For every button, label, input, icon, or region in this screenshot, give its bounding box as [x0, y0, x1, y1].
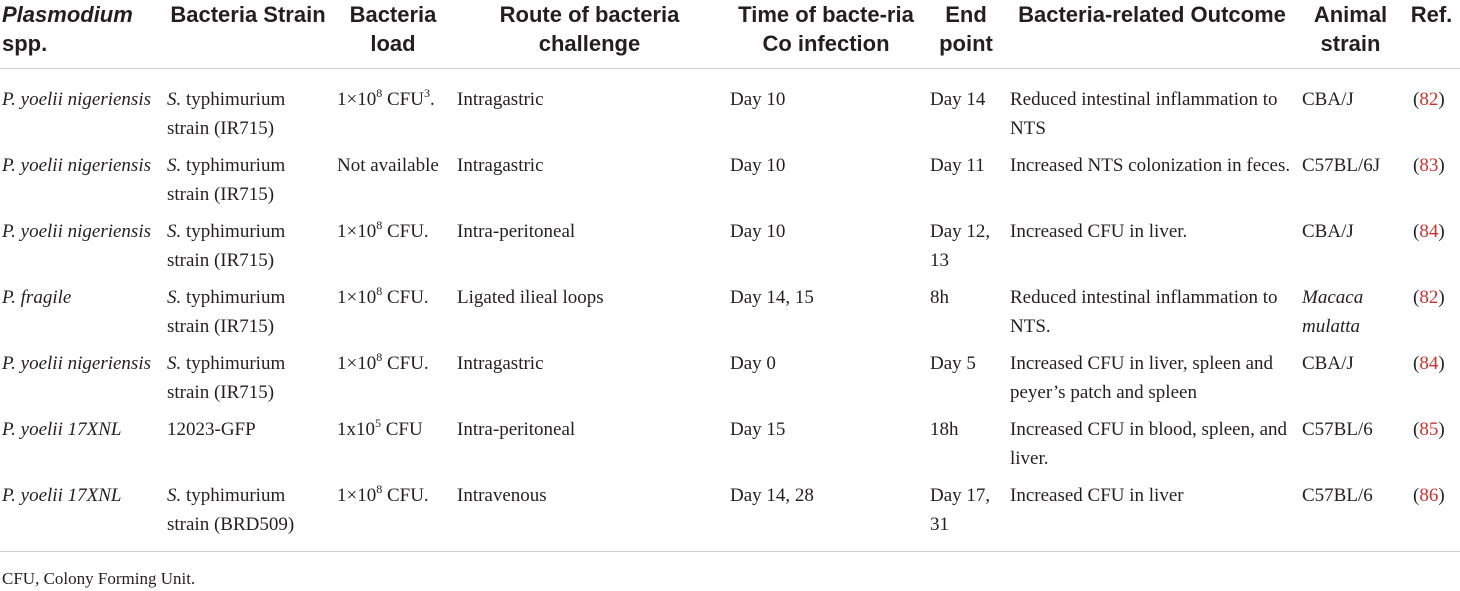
- cell-outcome: Increased CFU in liver: [1010, 485, 1184, 506]
- ref-paren-close: ): [1438, 155, 1445, 176]
- cell-animal: CBA/J: [1302, 353, 1354, 374]
- ref-paren-open: (: [1413, 89, 1420, 110]
- cell-time: Day 15: [730, 419, 786, 440]
- header-species-spp: spp.: [2, 31, 48, 56]
- load-unit-end: .: [429, 89, 435, 110]
- ref-paren-close: ): [1438, 353, 1445, 374]
- cell-endpoint: 8h: [930, 287, 949, 308]
- cell-strain: [163, 69, 333, 152]
- cell-time: Day 10: [730, 155, 786, 176]
- cell-time: Day 10: [730, 221, 786, 242]
- header-outcome: Bacteria-related Outcome: [1018, 2, 1286, 27]
- load-exponent: 8: [376, 284, 383, 298]
- cell-route: Intra-peritoneal: [457, 419, 576, 440]
- strain-rest: typhimurium strain (BRD509): [167, 485, 295, 535]
- ref-paren-open: (: [1413, 353, 1420, 374]
- cell-outcome: Increased NTS colonization in feces.: [1010, 155, 1291, 176]
- header-species: [0, 0, 163, 69]
- cell-time: Day 10: [730, 89, 786, 110]
- load-exponent: 5: [375, 416, 381, 430]
- load-exponent: 8: [376, 350, 383, 364]
- strain-rest: typhimurium strain (IR715): [167, 89, 286, 139]
- header-row: [0, 0, 1460, 69]
- load-unit: CFU.: [386, 287, 429, 308]
- cell-strain: [163, 217, 333, 283]
- strain-prefix: S.: [167, 155, 182, 176]
- cell-outcome: Reduced intestinal inflammation to NTS: [1010, 89, 1278, 139]
- table-row: [0, 69, 1460, 152]
- load-base: 1×10: [337, 485, 377, 506]
- cell-route: Intragastric: [457, 353, 544, 374]
- cell-load: [333, 415, 453, 481]
- ref-link[interactable]: 82: [1419, 287, 1439, 308]
- load-base: 1×10: [337, 221, 377, 242]
- cell-route: Intragastric: [457, 89, 544, 110]
- table-row: [0, 283, 1460, 349]
- ref-link[interactable]: 84: [1419, 221, 1439, 242]
- cell-time: Day 14, 28: [730, 485, 814, 506]
- ref-paren-close: ): [1438, 485, 1445, 506]
- load-base: 1x10: [337, 419, 375, 440]
- header-load: Bacteria load: [349, 2, 437, 56]
- strain-prefix: S.: [167, 89, 182, 110]
- cell-endpoint: 18h: [930, 419, 959, 440]
- table-row: [0, 349, 1460, 415]
- cell-animal: CBA/J: [1302, 221, 1354, 242]
- ref-link[interactable]: 86: [1419, 485, 1439, 506]
- cell-animal: CBA/J: [1302, 89, 1354, 110]
- cell-ref: [1403, 481, 1460, 552]
- cell-time: Day 14, 15: [730, 287, 814, 308]
- strain-rest: typhimurium strain (IR715): [167, 287, 286, 337]
- table-footnote: CFU, Colony Forming Unit.: [2, 569, 196, 588]
- cell-outcome: Reduced intestinal inflammation to NTS.: [1010, 287, 1278, 337]
- cell-load: [333, 481, 453, 552]
- ref-paren-close: ): [1438, 221, 1445, 242]
- cell-species: P. yoelii 17XNL: [2, 485, 122, 506]
- ref-link[interactable]: 83: [1419, 155, 1439, 176]
- ref-paren-open: (: [1413, 221, 1420, 242]
- cell-ref: [1403, 415, 1460, 481]
- strain-rest: typhimurium strain (IR715): [167, 155, 286, 205]
- table-row: [0, 217, 1460, 283]
- cell-ref: [1403, 151, 1460, 217]
- cell-strain: [163, 349, 333, 415]
- strain-prefix: S.: [167, 353, 182, 374]
- cell-species: P. yoelii 17XNL: [2, 419, 122, 440]
- header-endpoint: End point: [939, 2, 993, 56]
- cell-endpoint: Day 12, 13: [930, 221, 991, 271]
- cell-endpoint: Day 5: [930, 353, 976, 374]
- header-ref: Ref.: [1410, 2, 1453, 27]
- table-row: [0, 481, 1460, 552]
- cell-animal: C57BL/6: [1302, 419, 1373, 440]
- ref-paren-open: (: [1413, 287, 1420, 308]
- cell-strain: 12023-GFP: [167, 419, 256, 440]
- load-unit: CFU.: [386, 353, 429, 374]
- cell-ref: [1403, 349, 1460, 415]
- cell-route: Ligated ilieal loops: [457, 287, 604, 308]
- strain-prefix: S.: [167, 485, 182, 506]
- strain-rest: typhimurium strain (IR715): [167, 353, 286, 403]
- cell-species: P. yoelii nigeriensis: [2, 221, 151, 242]
- cell-ref: [1403, 217, 1460, 283]
- cell-strain: [163, 283, 333, 349]
- cell-animal: C57BL/6: [1302, 485, 1373, 506]
- cell-outcome: Increased CFU in liver.: [1010, 221, 1188, 242]
- header-strain: Bacteria Strain: [170, 2, 326, 27]
- strain-prefix: S.: [167, 221, 182, 242]
- strain-rest: typhimurium strain (IR715): [167, 221, 286, 271]
- load-unit: CFU: [386, 89, 424, 110]
- load-base: 1×10: [337, 287, 377, 308]
- cell-ref: [1403, 283, 1460, 349]
- ref-link[interactable]: 85: [1419, 419, 1439, 440]
- cell-outcome: Increased CFU in liver, spleen and peyer’s patch and spleen: [1010, 353, 1274, 403]
- table-row: [0, 415, 1460, 481]
- load-unit: CFU.: [386, 485, 429, 506]
- header-time: Time of bacte-ria Co infection: [738, 2, 914, 56]
- ref-link[interactable]: 84: [1419, 353, 1439, 374]
- cell-species: P. yoelii nigeriensis: [2, 155, 151, 176]
- cell-species: P. yoelii nigeriensis: [2, 353, 151, 374]
- ref-paren-open: (: [1413, 155, 1420, 176]
- cell-load: [333, 349, 453, 415]
- table-row: [0, 151, 1460, 217]
- cell-ref: [1403, 69, 1460, 152]
- load-exponent: 8: [376, 218, 383, 232]
- cell-strain: [163, 481, 333, 552]
- header-animal: Animal strain: [1313, 2, 1388, 56]
- header-route: Route of bacteria challenge: [499, 2, 680, 56]
- strain-prefix: S.: [167, 287, 182, 308]
- cell-endpoint: Day 14: [930, 89, 986, 110]
- load-unit: CFU: [385, 419, 423, 440]
- ref-paren-close: ): [1438, 89, 1445, 110]
- cell-species: P. yoelii nigeriensis: [2, 89, 151, 110]
- load-base: 1×10: [337, 89, 377, 110]
- load-base: 1×10: [337, 353, 377, 374]
- cell-load: Not available: [337, 155, 439, 176]
- cell-route: Intra-peritoneal: [457, 221, 576, 242]
- cell-animal: Macaca mulatta: [1302, 287, 1364, 337]
- cell-load: [333, 283, 453, 349]
- header-species-genus: Plasmodium: [2, 2, 133, 27]
- load-unit-footnote: 3: [423, 86, 430, 100]
- ref-paren-close: ): [1438, 419, 1445, 440]
- cell-time: Day 0: [730, 353, 776, 374]
- ref-paren-open: (: [1413, 419, 1420, 440]
- table-header: [0, 0, 1460, 69]
- ref-link[interactable]: 82: [1419, 89, 1439, 110]
- load-exponent: 8: [376, 482, 383, 496]
- cell-strain: [163, 151, 333, 217]
- cell-outcome: Increased CFU in blood, spleen, and liver.: [1010, 419, 1288, 469]
- load-exponent: 8: [376, 86, 383, 100]
- cell-route: Intravenous: [457, 485, 547, 506]
- cell-endpoint: Day 17, 31: [930, 485, 991, 535]
- cell-load: [333, 217, 453, 283]
- cell-load: [333, 69, 453, 152]
- ref-paren-close: ): [1438, 287, 1445, 308]
- table-body: [0, 69, 1460, 552]
- cell-route: Intragastric: [457, 155, 544, 176]
- load-unit: CFU.: [386, 221, 429, 242]
- cell-species: P. fragile: [2, 287, 72, 308]
- ref-paren-open: (: [1413, 485, 1420, 506]
- cell-animal: C57BL/6J: [1302, 155, 1381, 176]
- cell-endpoint: Day 11: [930, 155, 985, 176]
